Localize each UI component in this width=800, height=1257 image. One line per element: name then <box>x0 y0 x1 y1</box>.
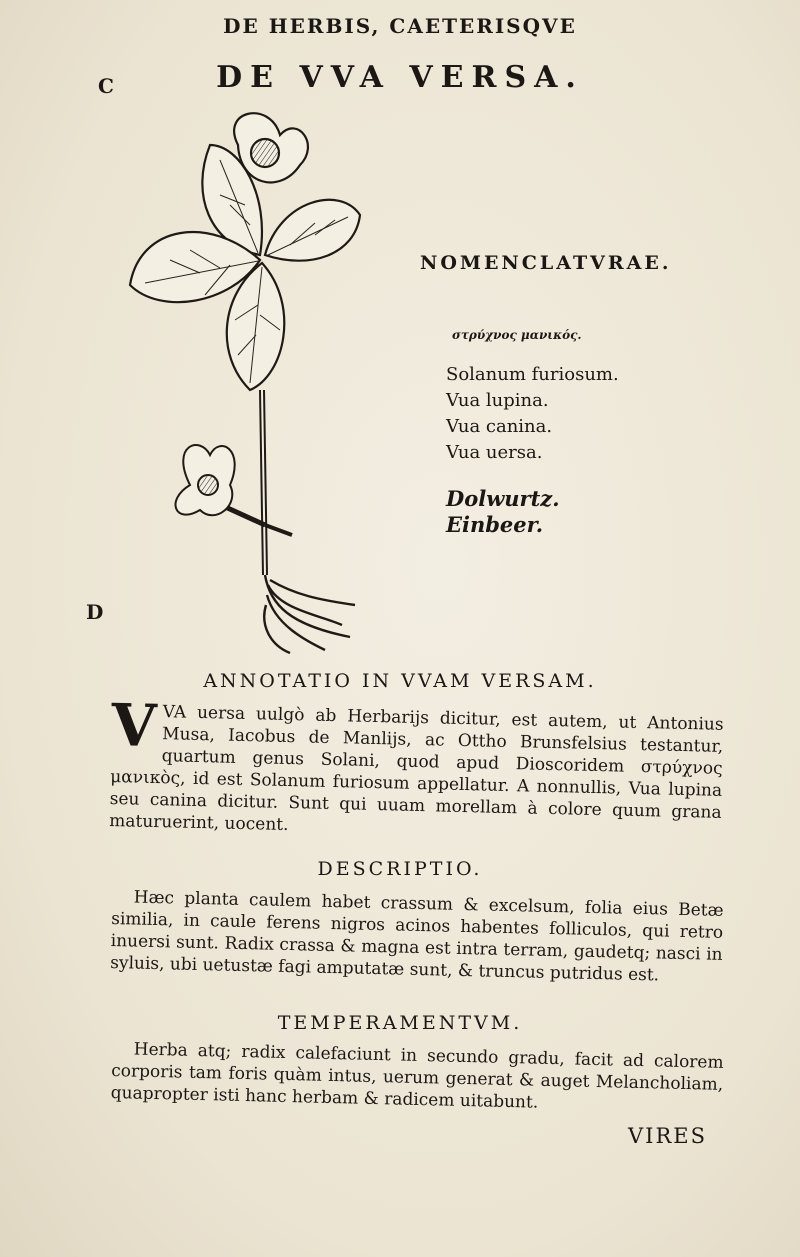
descriptio-paragraph: Hæc planta caulem habet crassum & excelsum, folia eius Betæ similia, in caule ferens nigros acinos habentes folliculos, qui retro inuersi sunt. Radix crassa & magna est intra terram, gaudetq; nasci in syluis, ubi uetustæ fagi amputatæ sunt, & truncus putridus est. <box>110 887 724 986</box>
marginal-letter-d: D <box>86 600 104 624</box>
latin-name: Vua uersa. <box>446 442 543 463</box>
annotatio-paragraph <box>109 691 724 846</box>
catchword: VIRES <box>628 1124 707 1148</box>
running-head: DE HERBIS, CAETERISQVE <box>223 14 577 38</box>
plant-woodcut-illustration <box>120 105 370 655</box>
greek-name: στρύχνος μανικός. <box>452 328 582 342</box>
nomenclature-heading: NOMENCLATVRAE. <box>420 252 672 274</box>
latin-name: Solanum furiosum. <box>446 364 619 385</box>
latin-names-list <box>446 362 619 466</box>
german-name: Dolwurtz. <box>446 486 560 511</box>
german-names-list <box>446 486 560 538</box>
latin-name: Vua lupina. <box>446 390 549 411</box>
page-title: DE VVA VERSA. <box>216 60 584 95</box>
latin-name: Vua canina. <box>446 416 553 437</box>
marginal-letter-c: C <box>98 74 114 98</box>
drop-cap: V <box>110 691 158 761</box>
german-name: Einbeer. <box>446 512 544 537</box>
temperamentum-heading: TEMPERAMENTVM. <box>277 1012 523 1034</box>
annotatio-heading: ANNOTATIO IN VVAM VERSAM. <box>203 670 597 692</box>
temperamentum-paragraph: Herba atq; radix calefaciunt in secundo gradu, facit ad calorem corporis tam foris quàm intus, uerum generat & auget Melancholiam, quapropter isti hanc herbam & radicem uitabunt. <box>110 1039 724 1113</box>
descriptio-heading: DESCRIPTIO. <box>317 858 483 880</box>
annotatio-text: VA uersa uulgò ab Herbarijs dicitur, est autem, ut Antonius Musa, Iacobus de Manlijs, ac Ottho Brunsfelsius testantur, quartum genus Solani, quod apud Dioscoridem στρύχνος μανικὸς, id est Solanum furiosum appellatur. A nonnullis, Vua lupina seu canina dicitur. Sunt qui uuam morellam à colore quum grana maturuerint, uocent. <box>109 702 724 836</box>
